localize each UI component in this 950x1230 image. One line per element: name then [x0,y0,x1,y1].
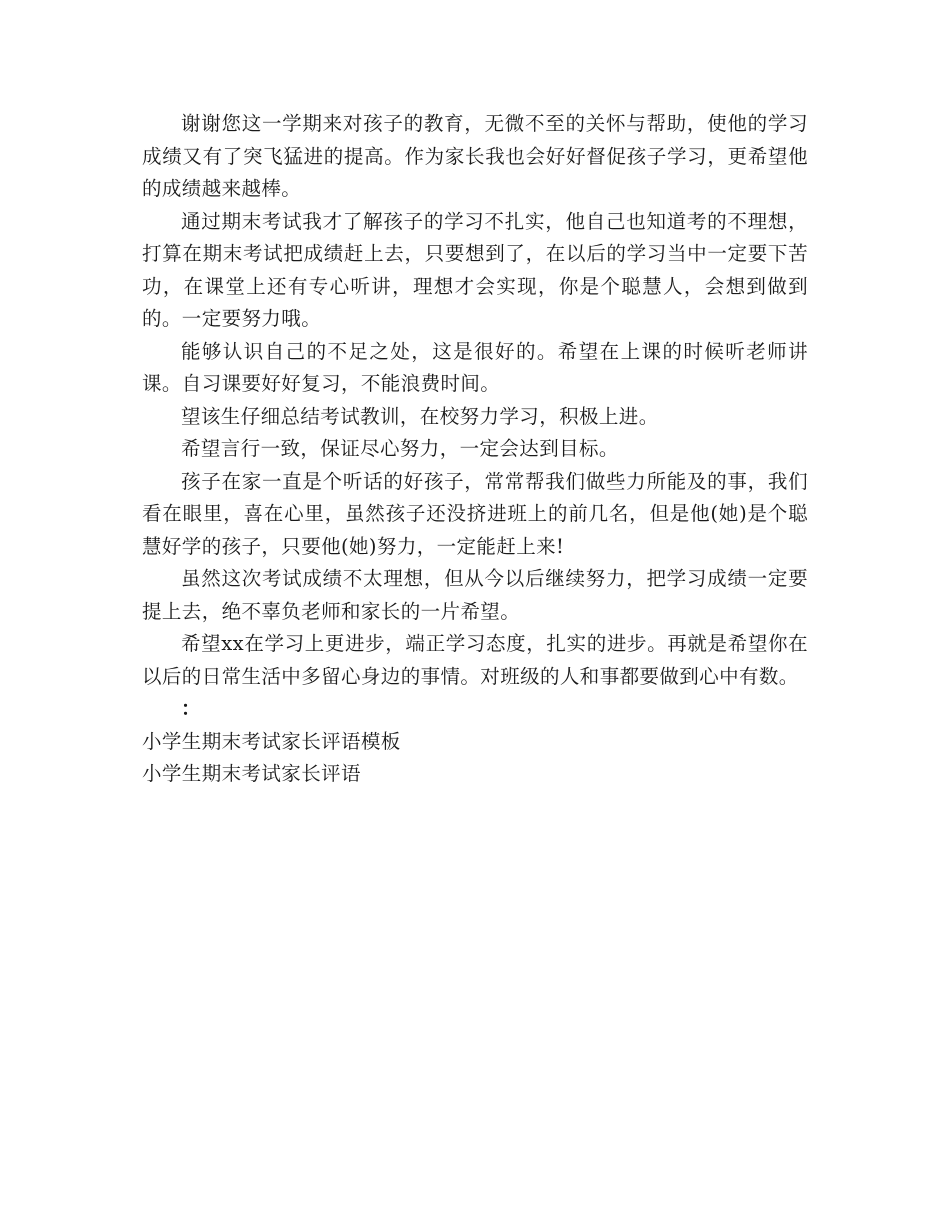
paragraph: 通过期末考试我才了解孩子的学习不扎实，他自己也知道考的不理想，打算在期末考试把成绩赶上去，只要想到了，在以后的学习当中一定要下苦功，在课堂上还有专心听讲，理想才会实现，你是个聪慧人，会想到做到的。一定要努力哦。 [142,209,808,330]
paragraph: 希望言行一致，保证尽心努力，一定会达到目标。 [181,437,619,460]
paragraph: 能够认识自己的不足之处，这是很好的。希望在上课的时候听老师讲课。自习课要好好复习，不能浪费时间。 [142,339,808,395]
paragraph: 孩子在家一直是个听话的好孩子，常常帮我们做些力所能及的事，我们看在眼里，喜在心里，虽然孩子还没挤进班上的前几名，但是他(她)是个聪慧好学的孩子，只要他(她)努力，一定能赶上来! [142,469,808,558]
paragraph: 谢谢您这一学期来对孩子的教育，无微不至的关怀与帮助，使他的学习成绩又有了突飞猛进的提高。作为家长我也会好好督促孩子学习，更希望他的成绩越来越棒。 [142,112,808,200]
paragraph: 望该生仔细总结考试教训，在校努力学习，积极上进。 [181,404,659,428]
colon-marker: ： [181,697,201,720]
document-body [142,108,808,791]
related-link-1[interactable]: 小学生期末考试家长评语模板 [142,729,401,753]
related-link-2[interactable]: 小学生期末考试家长评语 [142,762,361,785]
paragraph: 希望xx在学习上更进步，端正学习态度，扎实的进步。再就是希望你在以后的日常生活中多留心身边的事情。对班级的人和事都要做到心中有数。 [142,632,808,688]
paragraph: 虽然这次考试成绩不太理想，但从今以后继续努力，把学习成绩一定要提上去，绝不辜负老师和家长的一片希望。 [142,567,808,623]
